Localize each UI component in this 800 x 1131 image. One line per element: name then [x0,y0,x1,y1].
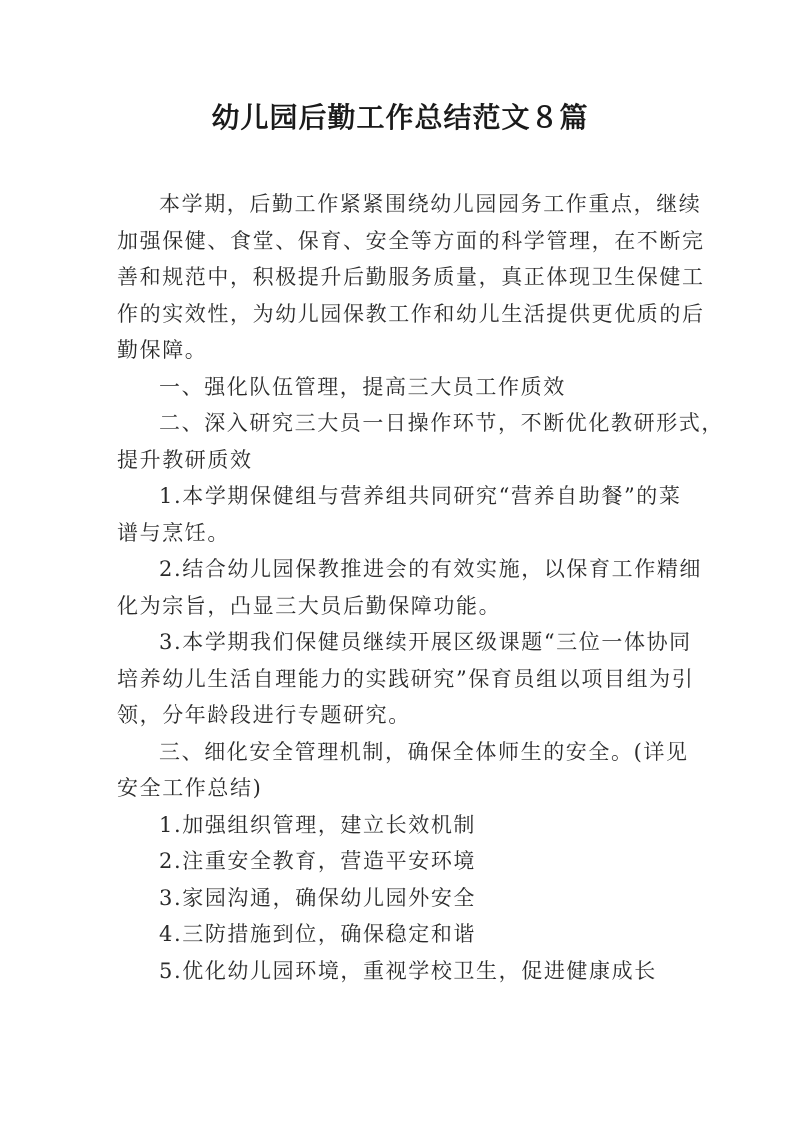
body-line: 善和规范中，积极提升后勤服务质量，真正体现卫生保健工 [117,265,705,289]
body-line: 本学期，后勤工作紧紧围绕幼儿园园务工作重点，继续 [159,192,702,216]
body-line: 加强保健、食堂、保育、安全等方面的科学管理，在不断完 [117,228,705,253]
body-line: 安全工作总结) [117,776,263,800]
list-item: 1.加强组织管理，建立长效机制 [159,812,477,837]
list-item: 4.三防措施到位，确保稳定和谐 [159,922,477,946]
list-item: 1.本学期保健组与营养组共同研究“营养自助餐”的菜 [159,484,682,508]
body-line: 领，分年龄段进行专题研究。 [117,703,411,727]
list-item: 2.注重安全教育，营造平安环境 [159,849,477,873]
section-heading: 二、深入研究三大员一日操作环节，不断优化教研形式， [159,411,724,435]
document-title: 幼儿园后勤工作总结范文８篇 [211,101,589,134]
body-line: 谱与烹饪。 [117,520,230,545]
body-line: 化为宗旨，凸显三大员后勤保障功能。 [117,593,502,618]
body-line: 提升教研质效 [117,447,253,472]
body-line: 作的实效性，为幼儿园保教工作和幼儿生活提供更优质的后 [117,301,705,326]
document-body [117,186,724,989]
list-item: 3.家园沟通，确保幼儿园外安全 [159,885,477,910]
list-item: 3.本学期我们保健员继续开展区级课题“三位一体协同 [159,630,692,654]
body-line: 培养幼儿生活自理能力的实践研究”保育员组以项目组为引 [117,666,695,691]
body-line: 勤保障。 [117,338,208,362]
section-heading: 一、强化队伍管理，提高三大员工作质效 [159,374,566,399]
list-item: 2.结合幼儿园保教推进会的有效实施，以保育工作精细 [159,557,703,581]
list-item: 5.优化幼儿园环境，重视学校卫生，促进健康成长 [159,958,657,983]
section-heading: 三、细化安全管理机制，确保全体师生的安全。(详见 [159,739,689,764]
